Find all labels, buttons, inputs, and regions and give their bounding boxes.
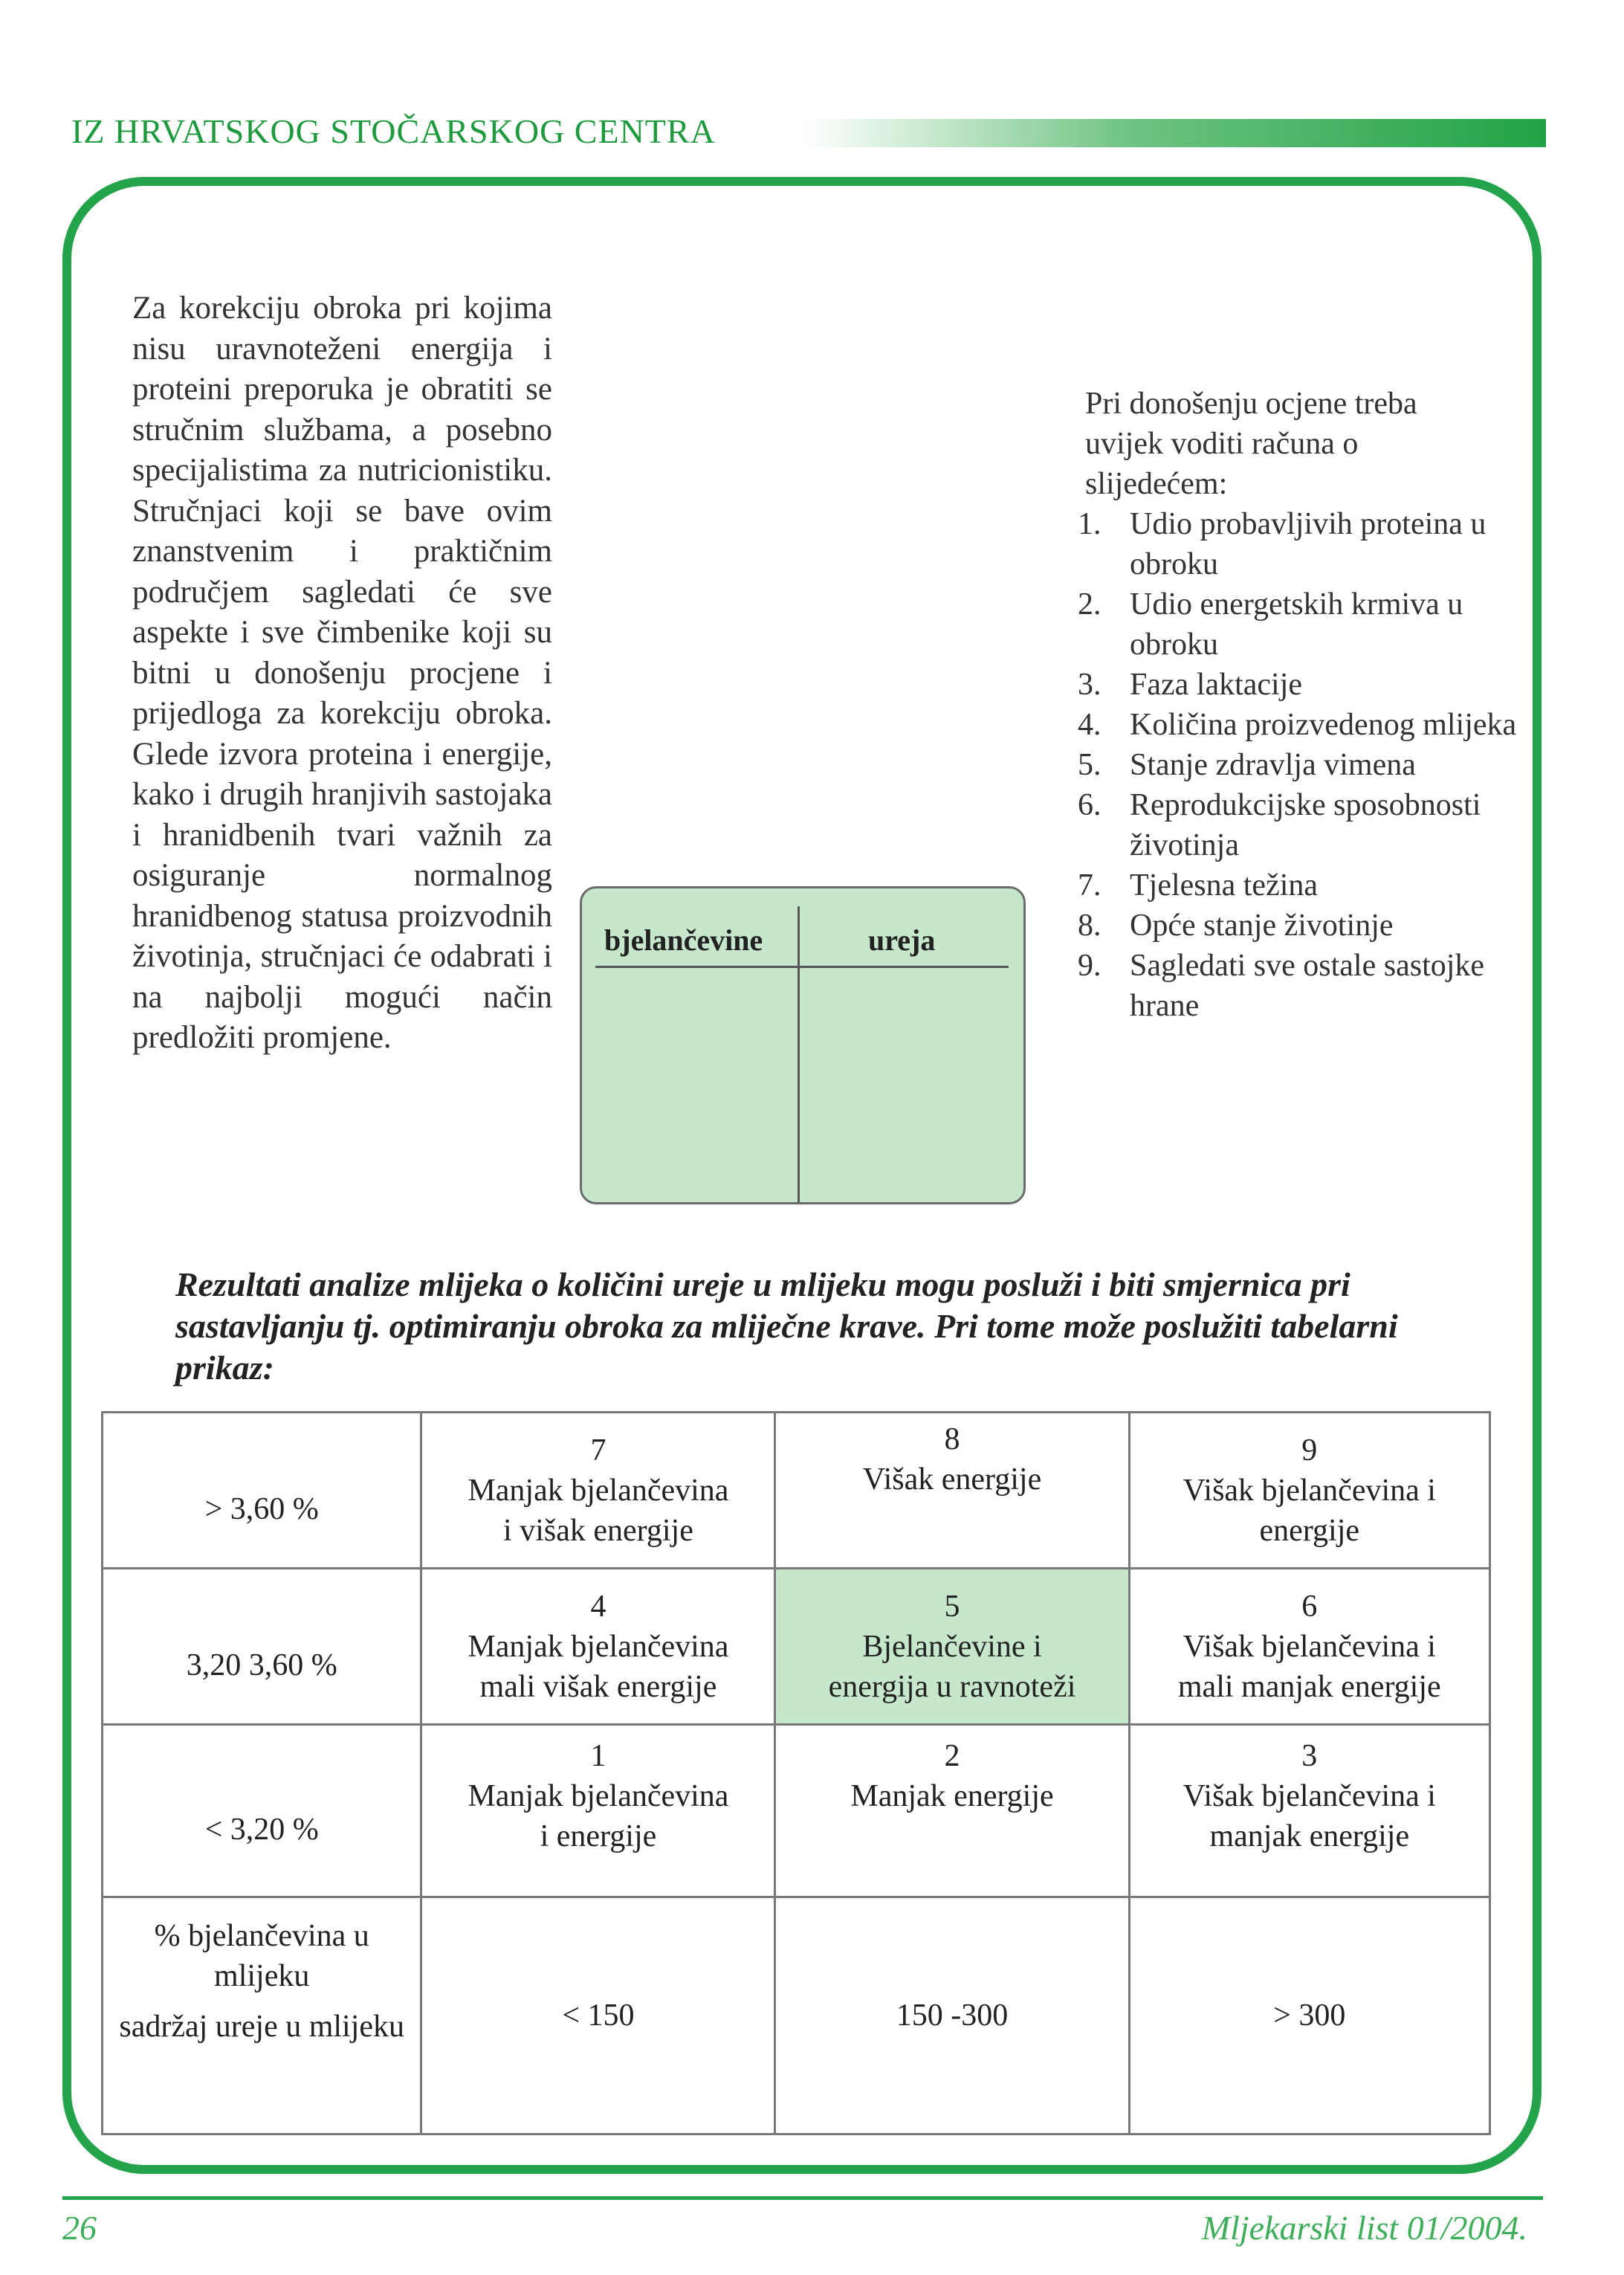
section-header: IZ HRVATSKOG STOČARSKOG CENTRA — [71, 112, 716, 150]
urea-axis-label: sadržaj ureje u mlijeku — [119, 2010, 405, 2044]
row-label: 3,20 3,60 % — [103, 1569, 421, 1725]
list-number: 9. — [1078, 949, 1101, 983]
box-divider-horizontal — [595, 966, 1009, 968]
table-intro: Rezultati analize mlijeka o količini ureje u mlijeku mogu posluži i biti smjernica pri sastavljanju tj. optimiranju obroka za mliječne krave. Pri tome može poslužiti tabelarni prikaz: — [175, 1265, 1398, 1387]
axis-labels — [103, 1897, 421, 2134]
table-cell: 7 Manjak bjelančevina i višak energije — [421, 1413, 775, 1569]
table-cell: 4 Manjak bjelančevina mali višak energije — [421, 1569, 775, 1725]
table-row — [103, 1413, 1490, 1569]
list-number: 8. — [1078, 909, 1101, 943]
table-row-axis — [103, 1897, 1490, 2134]
urea-range-mid: 150 -300 — [775, 1897, 1129, 2134]
checklist — [1078, 504, 1524, 1026]
list-item — [1078, 745, 1524, 785]
list-text: Opće stanje životinje — [1130, 909, 1394, 943]
journal-name: Mljekarski list 01/2004. — [1201, 2209, 1527, 2247]
urea-protein-table — [101, 1411, 1491, 2135]
list-item — [1078, 504, 1524, 584]
list-item — [1078, 584, 1524, 665]
table-row — [103, 1569, 1490, 1725]
table-row — [103, 1725, 1490, 1897]
list-item — [1078, 906, 1524, 946]
list-text: Tjelesna težina — [1130, 868, 1319, 903]
table-cell: 3 Višak bjelančevina i manjak energije — [1129, 1725, 1489, 1897]
table-cell: 9 Višak bjelančevina i energije — [1129, 1413, 1489, 1569]
list-number: 5. — [1078, 748, 1101, 782]
list-text: Reprodukcijske sposobnosti životinja — [1130, 788, 1481, 862]
row-label: > 3,60 % — [103, 1413, 421, 1569]
list-text: Stanje zdravlja vimena — [1130, 748, 1416, 782]
list-number: 4. — [1078, 708, 1101, 742]
table-cell: 2 Manjak energije — [775, 1725, 1129, 1897]
box-header-protein: bjelančevine — [604, 923, 763, 957]
box-divider-vertical — [798, 906, 800, 1202]
protein-axis-label: % bjelančevina u mlijeku — [154, 1919, 369, 1993]
list-text: Sagledati sve ostale sastojke hrane — [1130, 949, 1485, 1023]
list-number: 3. — [1078, 668, 1101, 702]
urea-range-low: < 150 — [421, 1897, 775, 2134]
list-number: 6. — [1078, 788, 1101, 822]
row-label: < 3,20 % — [103, 1725, 421, 1897]
list-item — [1078, 946, 1524, 1026]
urea-range-high: > 300 — [1129, 1897, 1489, 2134]
list-number: 2. — [1078, 587, 1101, 622]
box-header-urea: ureja — [868, 923, 936, 957]
list-text: Udio energetskih krmiva u obroku — [1130, 587, 1463, 662]
list-number: 7. — [1078, 868, 1101, 903]
left-paragraph: Za korekciju obroka pri kojima nisu uravnoteženi energija i proteini preporuka je obratiti se stručnim službama, a posebno specijalistima za nutricionistiku. Stručnjaci koji se bave ovim znanstvenim i praktičnim područjem sagledati će sve aspekte i sve čimbenike koji su bitni u donošenju procjene i prijedloga za korekciju obroka. Glede izvora proteina i energije, kako i drugih hranjivih sastojaka i hranidbenih tvari važnih za osiguranje normalnog hranidbenog statusa proizvodnih životinja, stručnjaci će odabrati i na najbolji mogući način predložiti promjene. — [132, 291, 552, 1055]
list-text: Količina proizvedenog mlijeka — [1130, 708, 1517, 742]
checklist-intro: Pri donošenju ocjene treba uvijek voditi računa o slijedećem: — [1085, 387, 1417, 501]
page-number: 26 — [62, 2209, 97, 2247]
list-item — [1078, 705, 1524, 745]
list-text: Faza laktacije — [1130, 668, 1303, 702]
list-item — [1078, 785, 1524, 865]
protein-urea-box — [580, 886, 1026, 1204]
list-number: 1. — [1078, 507, 1101, 541]
table-cell: 8 Višak energije — [775, 1413, 1129, 1569]
table-cell: 6 Višak bjelančevina i mali manjak energije — [1129, 1569, 1489, 1725]
list-item — [1078, 865, 1524, 906]
list-item — [1078, 665, 1524, 705]
table-cell: 1 Manjak bjelančevina i energije — [421, 1725, 775, 1897]
header-gradient-bar — [803, 119, 1546, 147]
footer-divider — [62, 2196, 1543, 2200]
list-text: Udio probavljivih proteina u obroku — [1130, 507, 1486, 581]
table-cell-balanced: 5 Bjelančevine i energija u ravnoteži — [775, 1569, 1129, 1725]
